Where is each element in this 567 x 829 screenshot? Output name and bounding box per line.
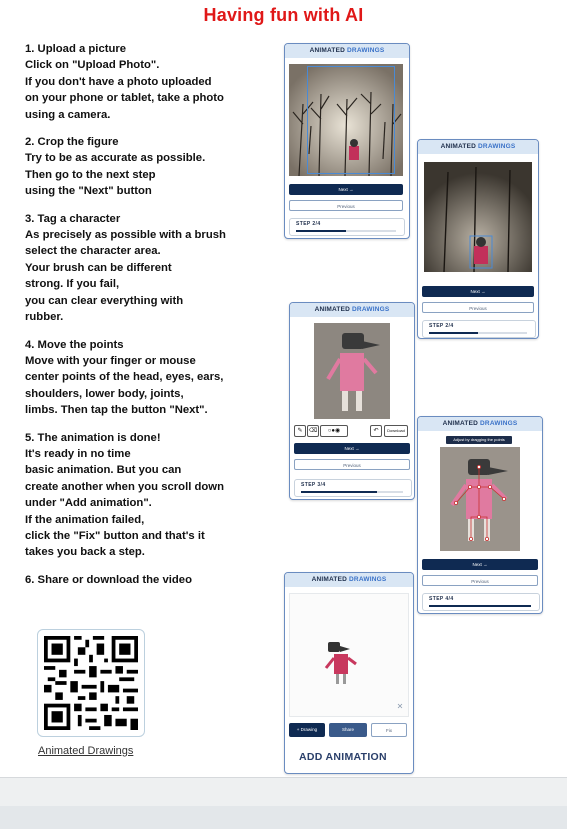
brush-size-selector[interactable]: ○●◉ [320,425,348,437]
page-title: Having fun with AI [203,5,364,25]
brush-icon[interactable]: ✎ [294,425,306,437]
step-2-text: 2. Crop the figure Try to be as accurate as possible. Then go to the next step using the "Next" button [25,136,206,198]
step-1 [25,41,275,123]
previous-button[interactable]: Previous [289,200,403,211]
eraser-icon[interactable]: ⌫ [307,425,319,437]
screenshot-tag [289,302,415,500]
progress-bar [429,332,478,334]
app-header: ANIMATED DRAWINGS [285,573,413,587]
progress-bar [301,491,377,493]
download-button[interactable]: Download [384,425,408,437]
app-header: ANIMATED DRAWINGS [285,44,409,58]
screenshot-points [417,416,543,614]
step-6-text: 6. Share or download the video [25,573,192,586]
step-6 [25,572,275,588]
previous-button[interactable]: Previous [294,459,410,470]
fix-button[interactable]: Fix [371,723,407,737]
cropped-photo [424,162,532,272]
forest-photo [289,64,403,176]
previous-button[interactable]: Previous [422,575,538,586]
screenshot-animation [284,572,414,774]
screenshot-cropped [417,139,539,339]
wolf-drawing [314,323,390,419]
next-button[interactable]: Next → [289,184,403,195]
next-button[interactable]: Next → [422,286,534,297]
app-header: ANIMATED DRAWINGS [290,303,414,317]
step-indicator: STEP 3/4 [294,479,412,497]
add-drawing-button[interactable]: + Drawing [289,723,325,737]
step-indicator: STEP 4/4 [422,593,540,611]
step-3-text: 3. Tag a character As precisely as possible with a brush select the character area. Your brush can be different strong. If you fail, you can clear everything with rubber. [25,212,226,324]
animation-preview [289,593,409,717]
step-indicator: STEP 2/4 [422,320,536,338]
qr-code-icon [44,636,138,730]
add-animation-heading[interactable]: ADD ANIMATION [299,751,387,763]
app-header: ANIMATED DRAWINGS [418,140,538,154]
progress-bar [429,605,531,607]
share-button[interactable]: Share [329,723,367,737]
screenshot-crop [284,43,410,239]
progress-bar [296,230,346,232]
wolf-skeleton [440,447,520,551]
step-2 [25,134,275,200]
step-3 [25,211,275,326]
app-header: ANIMATED DRAWINGS [418,417,542,431]
undo-icon[interactable]: ↶ [370,425,382,437]
bottom-bar [0,777,567,829]
instructions [25,41,275,599]
step-5 [25,430,275,561]
previous-button[interactable]: Previous [422,302,534,313]
brush-toolbar [294,423,410,437]
next-button[interactable]: Next → [422,559,538,570]
qr-code[interactable] [37,629,145,737]
step-5-text: 5. The animation is done! It's ready in no time basic animation. But you can create another when you scroll down under "Add animation". If the animation failed, click the "Fix" button and that's it takes you back a step. [25,431,224,559]
qr-caption-link[interactable]: Animated Drawings [38,745,134,757]
hint-tooltip: Adjust by dragging the points [446,436,512,444]
next-button[interactable]: Next → [294,443,410,454]
step-indicator: STEP 2/4 [289,218,405,236]
step-4-text: 4. Move the points Move with your finger or mouse center points of the head, eyes, ears, shoulders, lower body, joints, limbs. Then tap the button "Next". [25,338,224,417]
step-4 [25,337,275,419]
step-1-text: 1. Upload a picture Click on "Upload Photo". If you don't have a photo uploaded on your phone or tablet, take a photo using a camera. [25,43,224,121]
